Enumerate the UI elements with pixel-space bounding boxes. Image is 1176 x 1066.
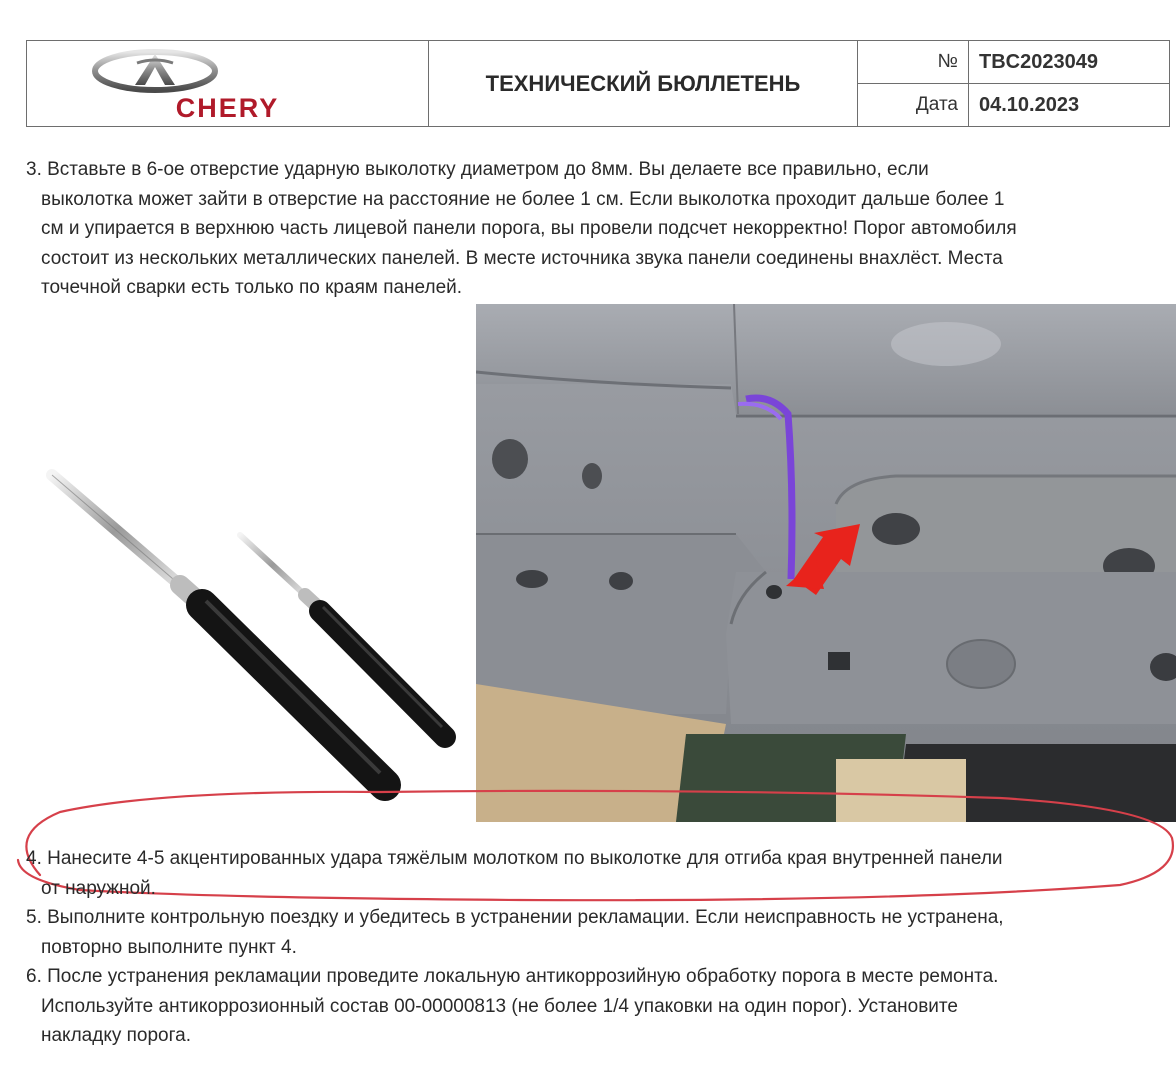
bulletin-header (26, 40, 1170, 127)
number-label: № (858, 41, 969, 84)
chery-logo (27, 41, 428, 126)
step-4 (26, 844, 1003, 903)
date-value: 04.10.2023 (969, 84, 1170, 127)
step-4-line: 4. Нанесите 4-5 акцентированных удара тяжёлым молотком по выколотке для отгиба края внутренней панели (26, 848, 1003, 869)
step-3-line: выколотка может зайти в отверстие на расстояние не более 1 см. Если выколотка проходит дальше более 1 (41, 188, 1005, 210)
step-6-line: Используйте антикоррозионный состав 00-00000813 (не более 1/4 упаковки на один порог). Установите (41, 995, 958, 1017)
step-4-line: от наружной. (41, 877, 156, 899)
step-3-line: состоит из нескольких металлических панелей. В месте источника звука панели соединены внахлёст. Места (41, 247, 1003, 269)
small-punch-icon (240, 535, 445, 737)
number-value: TBC2023049 (969, 41, 1170, 84)
step-5 (26, 903, 1004, 962)
step-3-line: 3. Вставьте в 6-ое отверстие ударную выколотку диаметром до 8мм. Вы делаете все правильно, если (26, 159, 929, 180)
step-3-line: точечной сварки есть только по краям панелей. (41, 277, 463, 298)
step-5-line: повторно выполните пункт 4. (41, 936, 297, 958)
step-3-line: см и упирается в верхнюю часть лицевой панели порога, вы провели подсчет некорректно! Порог автомобиля (41, 218, 1017, 239)
step-6-line: накладку порога. (41, 1025, 191, 1046)
step-6 (26, 962, 998, 1051)
date-label: Дата (858, 84, 969, 127)
brand-name: CHERY (175, 93, 280, 123)
step-3 (26, 155, 1017, 303)
sill-photo (476, 304, 1176, 822)
step-6-line: 6. После устранения рекламации проведите локальную антикоррозийную обработку порога в месте ремонта. (26, 966, 999, 987)
step-5-line: 5. Выполните контрольную поездку и убедитесь в устранении рекламации. Если неисправность не устранена, (26, 907, 1004, 928)
logo-cell (27, 41, 429, 127)
document-title: ТЕХНИЧЕСКИЙ БЮЛЛЕТЕНЬ (429, 41, 858, 127)
chery-emblem-icon (91, 49, 219, 93)
pin-punch-tools-image (30, 455, 460, 815)
